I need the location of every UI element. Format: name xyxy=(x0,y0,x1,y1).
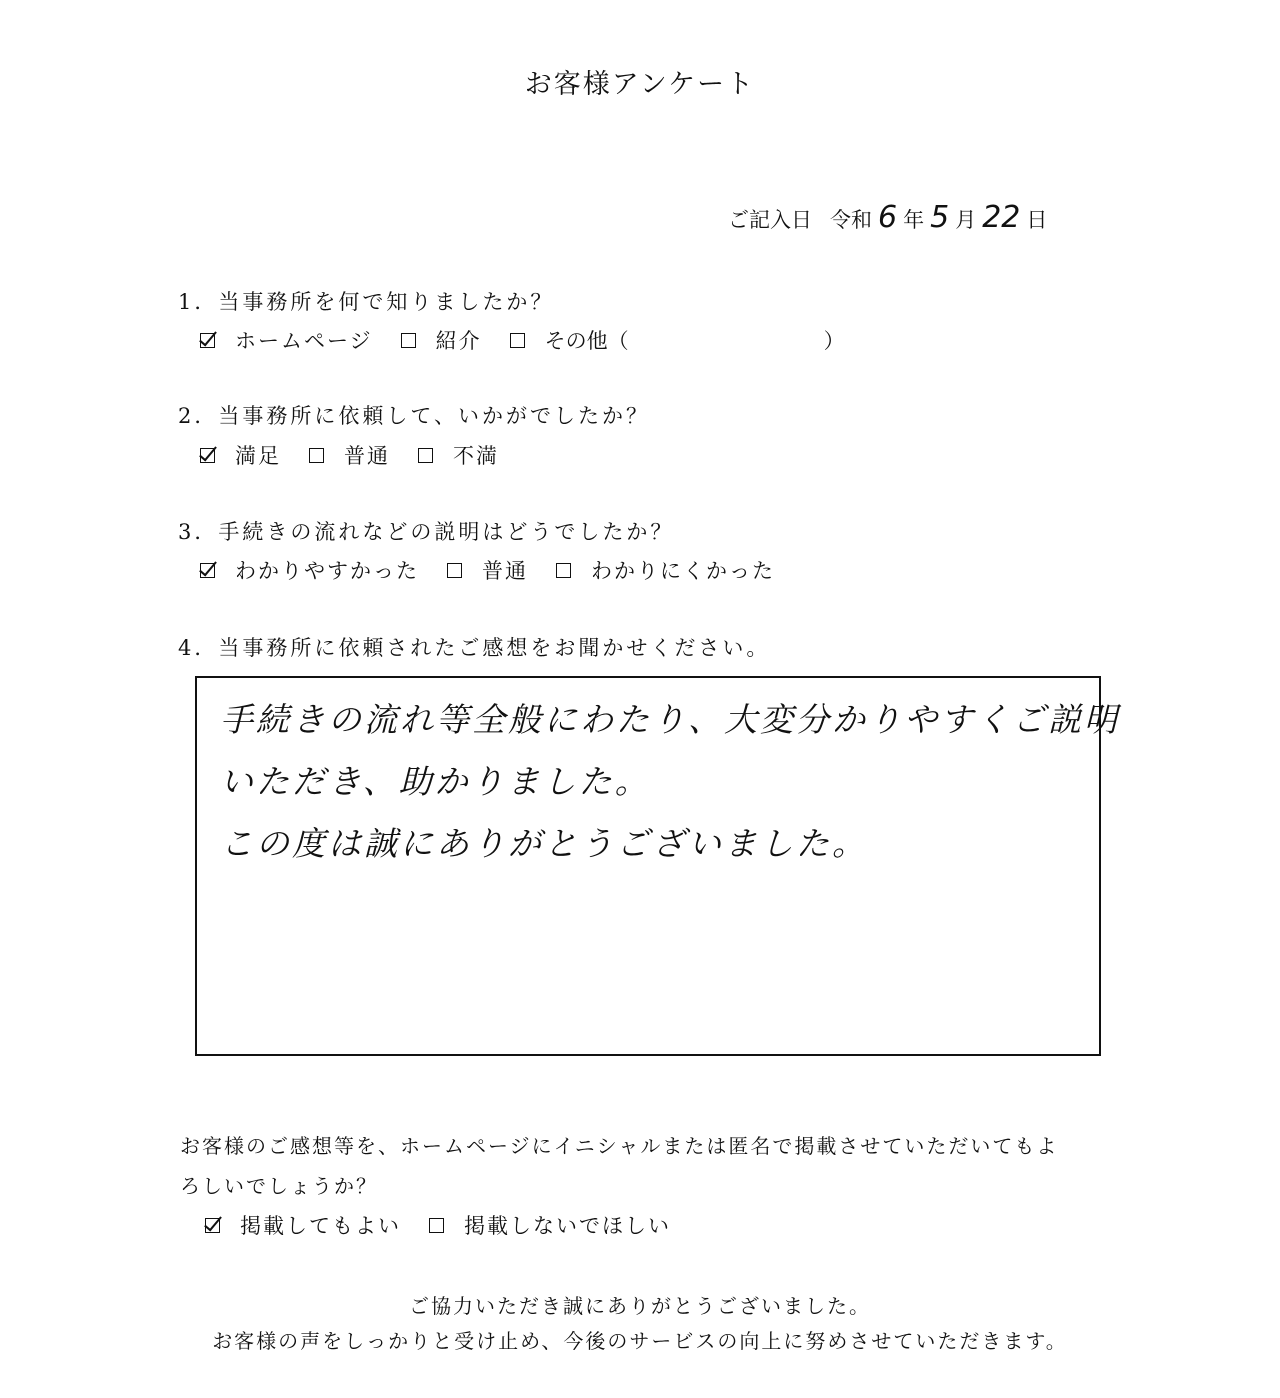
comment-line-3: この度は誠にありがとうございました。 xyxy=(220,824,868,863)
q3-question: 3．手続きの流れなどの説明はどうでしたか？ xyxy=(178,520,675,544)
q2-option-dissatisfied-checkbox[interactable] xyxy=(418,448,433,463)
q3-option-unclear-checkbox[interactable] xyxy=(556,563,571,578)
q1-option-referral-label: 紹介 xyxy=(435,329,482,353)
footer-thanks: ご協力いただき誠にありがとうございました。 xyxy=(409,1294,871,1318)
date-day-unit: 日 xyxy=(1026,208,1048,232)
q1-option-homepage-checkbox[interactable] xyxy=(200,333,215,348)
publish-no-checkbox[interactable] xyxy=(429,1218,444,1233)
q1-other-close: ） xyxy=(823,329,845,353)
q3-options xyxy=(200,555,803,585)
q2-option-satisfied-checkbox[interactable] xyxy=(200,448,215,463)
q3-option-clear-checkbox[interactable] xyxy=(200,563,215,578)
q3-option-normal-label: 普通 xyxy=(482,559,528,583)
q3-option-clear-label: わかりやすかった xyxy=(235,559,419,583)
publish-ok-label: 掲載してもよい xyxy=(240,1214,401,1238)
date-day: 22 xyxy=(982,200,1021,235)
comment-line-1: 手続きの流れ等全般にわたり、大変分かりやすくご説明 xyxy=(220,700,1120,739)
q1-options xyxy=(200,325,845,355)
q1-option-other-checkbox[interactable] xyxy=(510,333,525,348)
q2-option-normal-checkbox[interactable] xyxy=(309,448,324,463)
date-era: 令和 xyxy=(830,208,872,232)
survey-title: お客様アンケート xyxy=(524,69,756,100)
date-month-unit: 月 xyxy=(955,208,977,232)
q2-option-satisfied-label: 満足 xyxy=(235,444,281,468)
publish-ok-checkbox[interactable] xyxy=(205,1218,220,1233)
entry-date xyxy=(728,200,1047,235)
footer-message: お客様の声をしっかりと受け止め、今後のサービスの向上に努めさせていただきます。 xyxy=(212,1329,1068,1353)
q1-option-other-label: その他（ xyxy=(544,329,629,353)
date-month: 5 xyxy=(930,200,950,235)
publish-question-line-1: お客様のご感想等を、ホームページにイニシャルまたは匿名で掲載させていただいてもよ xyxy=(180,1134,1059,1158)
q3-option-unclear-label: わかりにくかった xyxy=(591,559,775,583)
q3-option-normal-checkbox[interactable] xyxy=(447,563,462,578)
publish-question-line-2: ろしいでしょうか？ xyxy=(180,1174,378,1198)
q1-option-referral-checkbox[interactable] xyxy=(401,333,416,348)
publish-options xyxy=(205,1210,699,1240)
date-year-unit: 年 xyxy=(903,208,925,232)
q2-options xyxy=(200,440,527,470)
q1-option-homepage-label: ホームページ xyxy=(235,329,373,353)
date-label: ご記入日 xyxy=(728,208,812,232)
q2-option-dissatisfied-label: 不満 xyxy=(453,444,499,468)
date-year: 6 xyxy=(878,200,898,235)
q1-question: 1．当事務所を何で知りましたか？ xyxy=(178,290,555,314)
q4-question: 4．当事務所に依頼されたご感想をお聞かせください。 xyxy=(178,636,771,660)
q2-question: 2．当事務所に依頼して、いかがでしたか？ xyxy=(178,404,650,428)
comment-line-2: いただき、助かりました。 xyxy=(220,762,651,801)
q2-option-normal-label: 普通 xyxy=(344,444,390,468)
publish-no-label: 掲載しないでほしい xyxy=(464,1214,671,1238)
